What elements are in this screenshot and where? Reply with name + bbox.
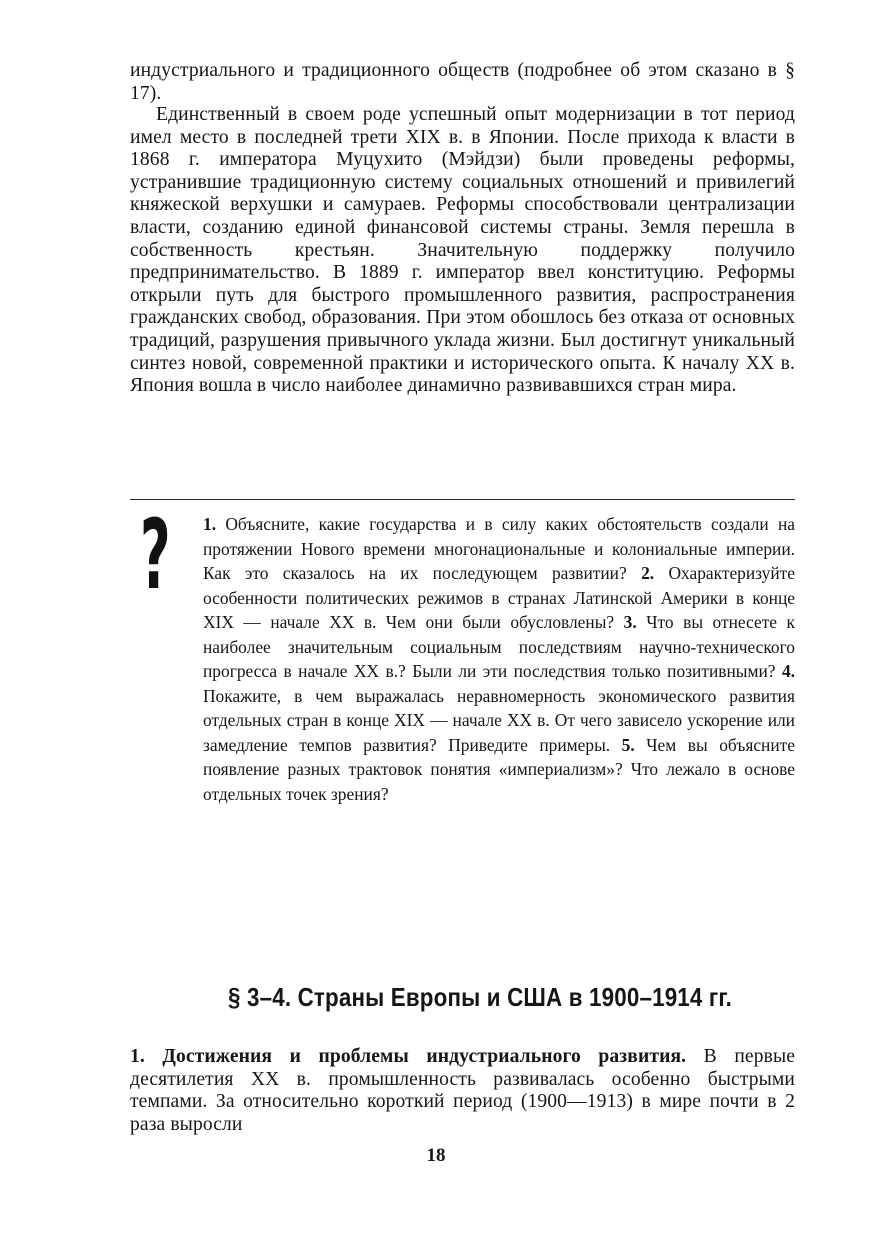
question-mark-icon: ? xyxy=(140,499,171,611)
question-text: Объясните, какие государства и в силу каких обстоятельств создали на протяжении Нового времени многонациональные и колониальные империи. Как это сказалось на их последующем развитии? xyxy=(203,514,795,583)
review-questions xyxy=(203,512,795,806)
question-number: 5. xyxy=(621,734,635,755)
question-text: Покажите, в чем выражалась неравномерность экономического развития отдельных стран в конце XIX — начале XX в. От чего зависело ускорение или замедление темпов развития? Приведите примеры. xyxy=(203,685,795,755)
question-number: 1. xyxy=(203,514,217,534)
question-text: Охарактеризуйте особенности политических режимов в странах Латинской Америки в конце XIX — начале XX в. Чем они были обусловлены? xyxy=(203,563,795,632)
question-number: 3. xyxy=(623,612,637,632)
page-number: 18 xyxy=(426,1145,446,1166)
question-number: 2. xyxy=(641,563,655,583)
section-heading: § 3–4. Страны Европы и США в 1900–1914 гг. xyxy=(228,982,733,1012)
subsection-paragraph xyxy=(130,1046,795,1136)
question-number: 4. xyxy=(781,661,795,681)
subsection-text: В первые десятилетия XX в. промышленность развивалась особенно быстрыми темпами. За относительно короткий период (1900—1913) в мире почти в 2 раза выросли xyxy=(130,1046,796,1135)
question-text: Чем вы объясните появление разных трактовок понятия «империализм»? Что лежало в основе отдельных точек зрения? xyxy=(203,734,795,804)
subsection-title: 1. Достижения и проблемы индустриального развития. xyxy=(130,1046,687,1067)
question-text: Что вы отнесете к наиболее значительным социальным последствиям научно-технического прогресса в начале XX в.? Были ли эти последствия только позитивными? xyxy=(203,612,795,681)
section-divider xyxy=(130,499,795,500)
paragraph-japan-modernization: Единственный в своем роде успешный опыт модернизации в тот период имел место в последней трети XIX в. в Японии. После прихода к власти в 1868 г. императора Муцухито (Мэйдзи) были проведены реформы, устранившие традиционную систему социальных отношений и привилегий княжеской верхушки и самураев. Реформы способствовали централизации власти, созданию единой финансовой системы страны. Земля перешла в собственность крестьян. Значительную поддержку получило предпринимательство. В 1889 г. император ввел конституцию. Реформы открыли путь для быстрого промышленного развития, распространения гражданских свобод, образования. При этом обошлось без отказа от основных традиций, разрушения привычного уклада жизни. Был достигнут уникальный синтез новой, современной практики и исторического опыта. К началу XX в. Япония вошла в число наиболее динамично развивавшихся стран мира. xyxy=(130,104,795,397)
paragraph-continuation: индустриального и традиционного обществ (подробнее об этом сказано в § 17). xyxy=(130,60,795,104)
